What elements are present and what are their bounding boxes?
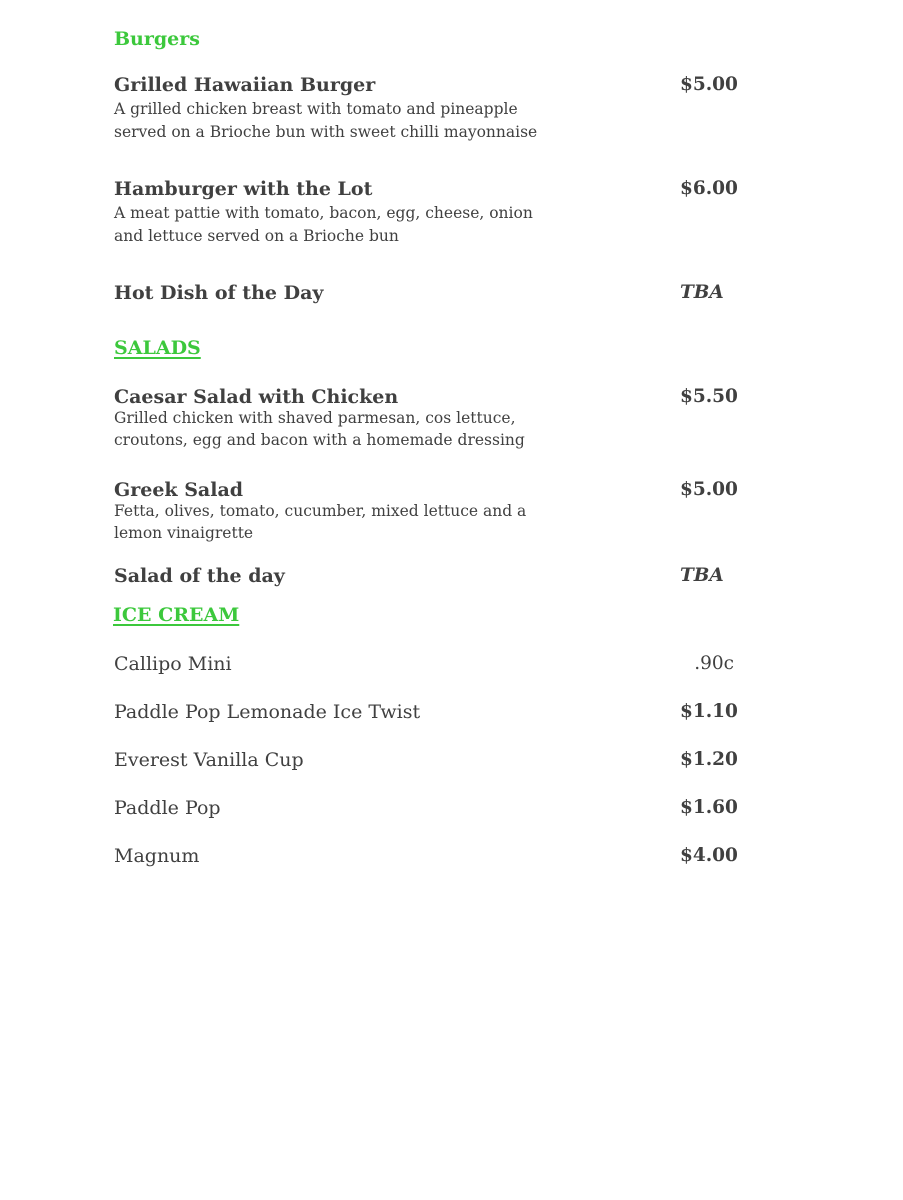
item-name: Everest Vanilla Cup (114, 749, 304, 771)
menu-item-everest-vanilla-cup (114, 748, 738, 772)
menu-item-caesar-salad-with-chicken (114, 385, 738, 451)
item-name: Paddle Pop (114, 797, 221, 819)
menu-item-hot-dish-of-the-day (114, 281, 734, 305)
item-price: $5.00 (680, 479, 738, 500)
item-description: Grilled chicken with shaved parmesan, cos lettuce, croutons, egg and bacon with a homemade dressing (114, 409, 525, 449)
item-name: Magnum (114, 845, 200, 867)
item-description: A grilled chicken breast with tomato and pineapple served on a Brioche bun with sweet chilli mayonnaise (114, 100, 538, 141)
item-name: Salad of the day (114, 565, 285, 587)
item-name: Callipo Mini (114, 653, 232, 675)
menu-item-grilled-hawaiian-burger (114, 73, 738, 144)
menu-item-paddle-pop-lemonade-ice-twist (114, 700, 738, 724)
item-name: Paddle Pop Lemonade Ice Twist (114, 701, 421, 723)
item-price: TBA (680, 282, 724, 303)
item-price: $1.20 (680, 749, 738, 770)
section-heading-ice-cream: ICE CREAM (113, 604, 240, 626)
item-description: Fetta, olives, tomato, cucumber, mixed lettuce and a lemon vinaigrette (114, 502, 527, 542)
item-price: $1.60 (680, 797, 738, 818)
item-description: A meat pattie with tomato, bacon, egg, cheese, onion and lettuce served on a Brioche bun (114, 204, 533, 245)
item-price: $4.00 (680, 845, 738, 866)
menu-item-callipo-mini (114, 652, 734, 676)
item-price: $6.00 (680, 178, 738, 199)
menu-item-salad-of-the-day (114, 564, 734, 588)
menu-item-paddle-pop (114, 796, 738, 820)
item-name: Caesar Salad with Chicken (114, 386, 399, 408)
item-name: Grilled Hawaiian Burger (114, 74, 376, 96)
section-heading-burgers: Burgers (114, 28, 200, 50)
item-price: $1.10 (680, 701, 738, 722)
item-name: Hamburger with the Lot (114, 178, 373, 200)
item-name: Greek Salad (114, 479, 244, 501)
item-price: $5.00 (680, 74, 738, 95)
menu-item-magnum (114, 844, 738, 868)
item-price: .90c (694, 653, 734, 674)
section-heading-salads: SALADS (114, 337, 201, 359)
item-price: $5.50 (680, 386, 738, 407)
menu-item-greek-salad (114, 478, 738, 544)
menu-item-hamburger-with-the-lot (114, 177, 738, 248)
item-name: Hot Dish of the Day (114, 282, 324, 304)
item-price: TBA (680, 565, 724, 586)
